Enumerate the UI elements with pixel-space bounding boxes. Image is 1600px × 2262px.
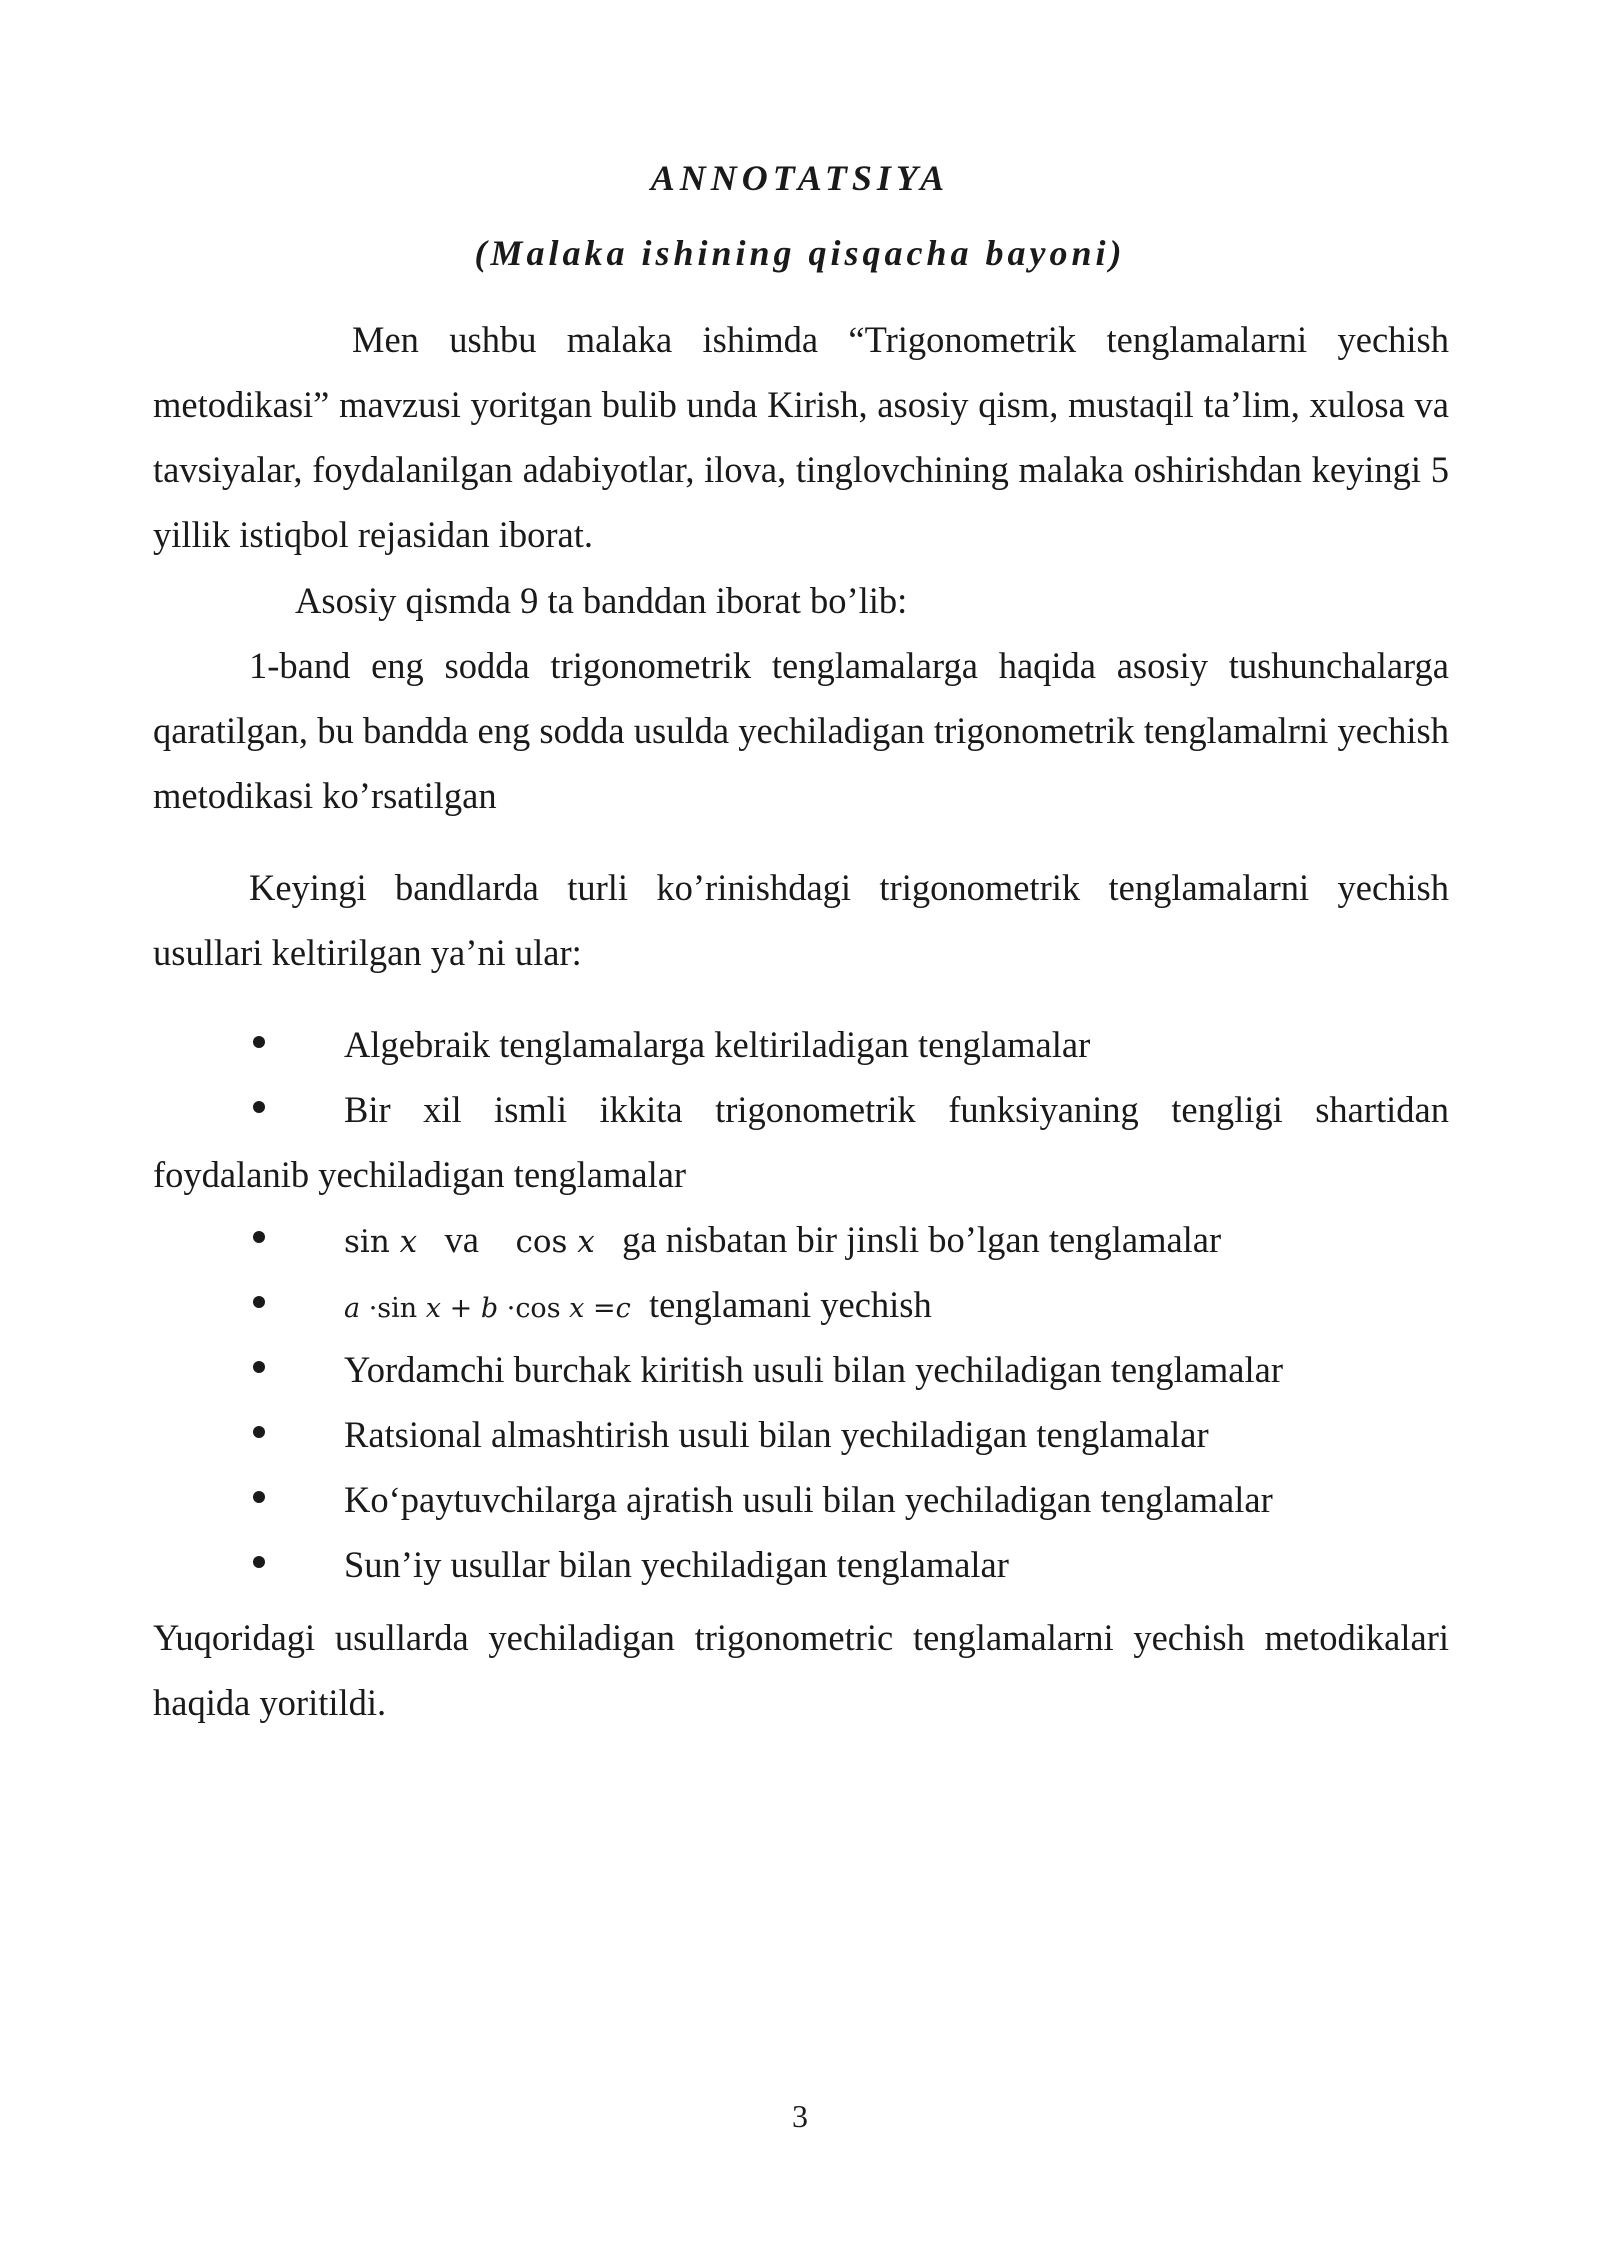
list-item xyxy=(153,1467,1449,1532)
list-item-text: Algebraik tenglamalarga keltiriladigan tenglamalar xyxy=(344,1024,1091,1065)
bullet-icon xyxy=(253,1361,265,1373)
conjunction-text: va xyxy=(444,1219,479,1260)
bullet-icon xyxy=(253,1231,265,1243)
list-item-text: Ko‘paytuvchilarga ajratish usuli bilan yechiladigan tenglamalar xyxy=(344,1479,1273,1520)
list-item-text: Bir xil ismli ikkita trigonometrik funksiyaning tengligi shartidan foydalanib yechiladigan tenglamalar xyxy=(153,1089,1449,1195)
list-item-text: Ratsional almashtirish usuli bilan yechiladigan tenglamalar xyxy=(344,1414,1209,1455)
next-bands-paragraph: Keyingi bandlarda turli ko’rinishdagi trigonometrik tenglamalarni yechish usullari keltirilgan ya’ni ular: xyxy=(153,867,1449,973)
conclusion-paragraph: Yuqoridagi usullarda yechiladigan trigonometric tenglamalarni yechish metodikalari haqida yoritildi. xyxy=(153,1617,1449,1723)
list-item xyxy=(153,1272,1449,1337)
formula-equation: a ·sin x + b ·cos x =c xyxy=(344,1293,631,1324)
page-number: 3 xyxy=(792,2098,808,2134)
document-subtitle: (Malaka ishining qisqacha bayoni) xyxy=(474,233,1126,273)
intro-paragraph: Men ushbu malaka ishimda “Trigonometrik tenglamalarni yechish metodikasi” mavzusi yoritgan bulib unda Kirish, asosiy qism, mustaqil ta’lim, xulosa va tavsiyalar, foydalanilgan adabiyotlar, ilova, tinglovchining malaka oshirishdan keyingi 5 yillik istiqbol rejasidan iborat. xyxy=(153,319,1449,555)
list-item-text xyxy=(344,1272,932,1341)
list-item xyxy=(153,1012,1449,1077)
bullet-icon xyxy=(253,1296,265,1308)
list-item xyxy=(153,1532,1449,1597)
formula-cos-x: cos x xyxy=(515,1224,595,1260)
list-item-text: Sun’iy usullar bilan yechiladigan tenglamalar xyxy=(344,1544,1009,1585)
document-title: ANNOTATSIYA xyxy=(650,158,950,198)
list-item xyxy=(153,1207,1449,1272)
bullet-icon xyxy=(253,1426,265,1438)
list-item xyxy=(153,1077,1449,1207)
list-item xyxy=(153,1402,1449,1467)
homogeneous-text: ga nisbatan bir jinsli bo’lgan tenglamalar xyxy=(622,1219,1222,1260)
bullet-icon xyxy=(253,1556,265,1568)
main-part-paragraph: Asosiy qismda 9 ta banddan iborat bo’lib: xyxy=(295,580,908,621)
methods-list xyxy=(153,1012,1449,1597)
list-item xyxy=(153,1337,1449,1402)
bullet-icon xyxy=(253,1491,265,1503)
band1-paragraph: 1-band eng sodda trigonometrik tenglamalarga haqida asosiy tushunchalarga qaratilgan, bu bandda eng sodda usulda yechiladigan trigonometrik tenglamalrni yechish metodikasi ko’rsatilgan xyxy=(153,645,1449,816)
formula-sin-x: sin x xyxy=(344,1224,418,1260)
list-item-text xyxy=(344,1207,1221,1275)
bullet-icon xyxy=(253,1036,265,1048)
equation-text: tenglamani yechish xyxy=(648,1284,932,1325)
list-item-text: Yordamchi burchak kiritish usuli bilan yechiladigan tenglamalar xyxy=(344,1349,1283,1390)
